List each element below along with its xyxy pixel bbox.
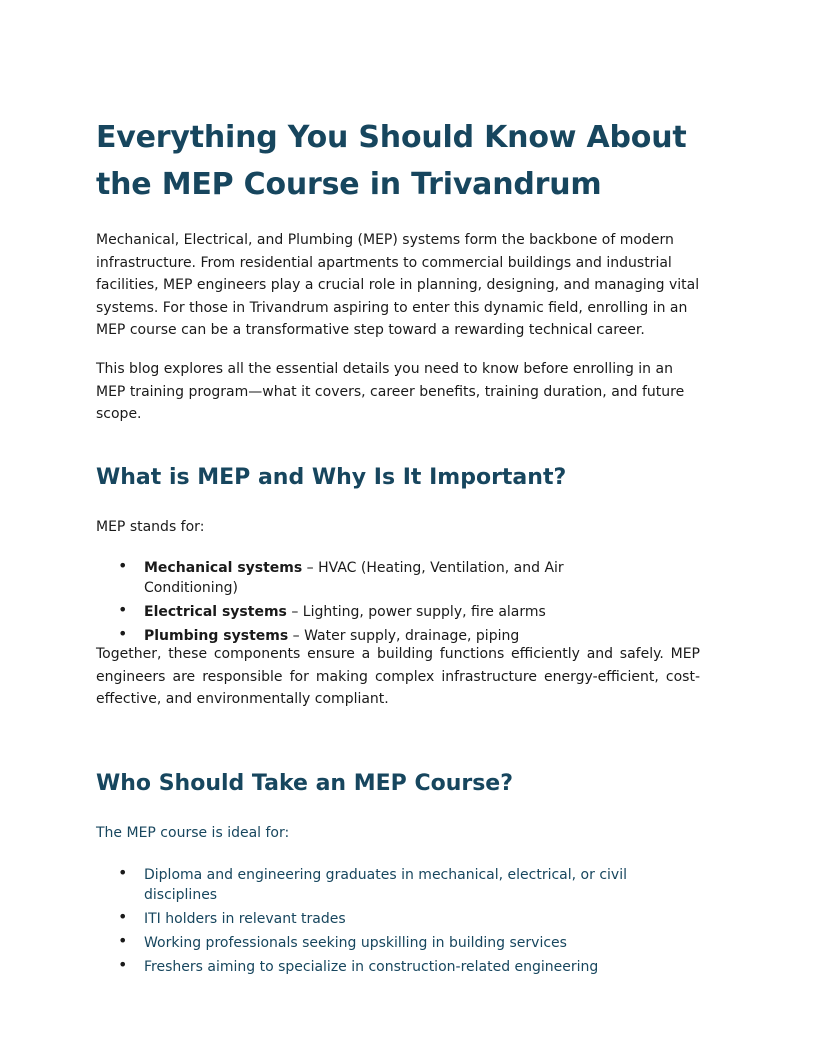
list-item-desc: – Lighting, power supply, fire alarms: [286, 604, 546, 620]
bullet-icon: •: [118, 556, 128, 575]
mep-systems-list: [96, 558, 656, 650]
list-item-text: Freshers aiming to specialize in construction-related engineering: [144, 959, 599, 975]
list-item-term: Electrical systems: [144, 604, 287, 620]
title-line-1: Everything You Should Know About: [96, 120, 687, 155]
ideal-candidates-list: [96, 865, 656, 981]
list-item-term: Mechanical systems: [144, 560, 303, 576]
intro-paragraph-2: This blog explores all the essential details you need to know before enrolling in an MEP training program—what it covers, career benefits, training duration, and future scope.: [96, 361, 685, 422]
bullet-icon: •: [118, 955, 128, 974]
bullet-icon: •: [118, 600, 128, 619]
list-item-term: Plumbing systems: [144, 628, 289, 644]
title-line-2: the MEP Course in Trivandrum: [96, 167, 602, 202]
list-item: [96, 865, 656, 905]
list-item: [96, 933, 656, 953]
intro-paragraph-1: Mechanical, Electrical, and Plumbing (MEP) systems form the backbone of modern infrastructure. From residential apartments to commercial buildings and industrial facilities, MEP engineers play a crucial role in planning, designing, and managing vital systems. For those in Trivandrum aspiring to enter this dynamic field, enrolling in an MEP course can be a transformative step toward a rewarding technical career.: [96, 232, 700, 338]
page-title: [96, 114, 716, 208]
list-item: [96, 602, 656, 622]
section-heading-what-is-mep: What is MEP and Why Is It Important?: [96, 465, 567, 490]
mep-summary-paragraph: Together, these components ensure a building functions efficiently and safely. MEP engineers are responsible for making complex infrastructure energy-efficient, cost- effective, and environmentally compliant.: [96, 646, 700, 707]
list-item-desc: – Water supply, drainage, piping: [288, 628, 520, 644]
list-item-desc: – HVAC (Heating, Ventilation, and Air Conditioning): [144, 560, 564, 596]
section-heading-who-should-take: Who Should Take an MEP Course?: [96, 771, 513, 796]
list-item-text: ITI holders in relevant trades: [144, 911, 346, 927]
list-item: [96, 909, 656, 929]
bullet-icon: •: [118, 907, 128, 926]
list-item: [96, 558, 656, 598]
list-item-text: Working professionals seeking upskilling in building services: [144, 935, 567, 951]
bullet-icon: •: [118, 931, 128, 950]
mep-stands-for-text: MEP stands for:: [96, 519, 205, 535]
list-item: [96, 957, 656, 977]
list-item-text: Diploma and engineering graduates in mechanical, electrical, or civil disciplines: [144, 867, 627, 903]
ideal-for-text: The MEP course is ideal for:: [96, 825, 290, 841]
bullet-icon: •: [118, 624, 128, 643]
bullet-icon: •: [118, 863, 128, 882]
